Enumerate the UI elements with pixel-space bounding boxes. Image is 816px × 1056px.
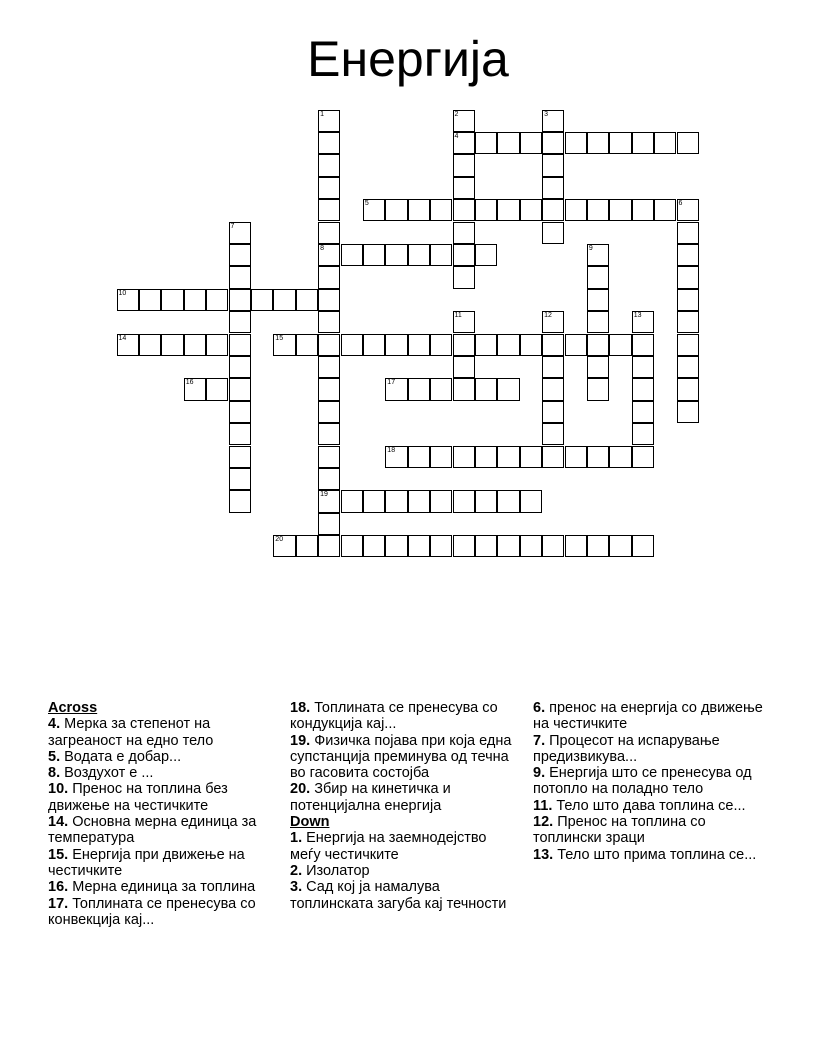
grid-cell[interactable] [341, 490, 363, 512]
grid-cell[interactable] [587, 334, 609, 356]
grid-cell[interactable] [453, 154, 475, 176]
grid-cell[interactable] [520, 334, 542, 356]
grid-cell[interactable] [318, 356, 340, 378]
grid-cell[interactable] [184, 378, 206, 400]
grid-cell[interactable] [453, 356, 475, 378]
grid-cell[interactable] [632, 132, 654, 154]
clue-across-14: 14. Основна мерна единица за температура [48, 814, 257, 847]
clue-number: 10 [118, 289, 127, 297]
grid-cell[interactable] [251, 289, 273, 311]
grid-cell[interactable] [273, 535, 295, 557]
grid-cell[interactable] [587, 244, 609, 266]
grid-cell[interactable] [318, 311, 340, 333]
clue-number: 20 [275, 536, 284, 544]
grid-cell[interactable] [117, 289, 139, 311]
grid-cell[interactable] [453, 222, 475, 244]
clue-number: 11 [454, 312, 462, 320]
grid-cell[interactable] [677, 356, 699, 378]
clue-across-17: 17. Топлината се пренесува со конвекција кај... [48, 895, 256, 928]
grid-cell[interactable] [184, 289, 206, 311]
grid-cell[interactable] [206, 378, 228, 400]
grid-cell[interactable] [565, 132, 587, 154]
grid-cell[interactable] [609, 535, 631, 557]
grid-cell[interactable] [632, 378, 654, 400]
grid-cell[interactable] [475, 244, 497, 266]
grid-cell[interactable] [542, 199, 564, 221]
grid-cell[interactable] [408, 535, 430, 557]
grid-cell[interactable] [677, 266, 699, 288]
grid-cell[interactable] [542, 311, 564, 333]
grid-cell[interactable] [453, 490, 475, 512]
clue-across-18: 18. Топлината се пренесува со кондукција кај... [290, 700, 498, 733]
grid-cell[interactable] [497, 378, 519, 400]
grid-cell[interactable] [318, 199, 340, 221]
grid-cell[interactable] [654, 132, 676, 154]
grid-cell[interactable] [609, 199, 631, 221]
grid-cell[interactable] [677, 311, 699, 333]
grid-cell[interactable] [161, 334, 183, 356]
grid-cell[interactable] [520, 446, 542, 468]
grid-cell[interactable] [453, 311, 475, 333]
clue-across-15: 15. Енергија при движење на честичките [48, 846, 245, 879]
grid-cell[interactable] [318, 490, 340, 512]
grid-cell[interactable] [632, 199, 654, 221]
grid-cell[interactable] [587, 446, 609, 468]
grid-cell[interactable] [542, 222, 564, 244]
grid-cell[interactable] [273, 289, 295, 311]
grid-cell[interactable] [587, 311, 609, 333]
grid-cell[interactable] [184, 334, 206, 356]
grid-cell[interactable] [408, 378, 430, 400]
grid-cell[interactable] [318, 110, 340, 132]
grid-cell[interactable] [318, 401, 340, 423]
grid-cell[interactable] [677, 401, 699, 423]
grid-cell[interactable] [408, 244, 430, 266]
clue-number: 6 [678, 200, 683, 208]
grid-cell[interactable] [542, 110, 564, 132]
grid-cell[interactable] [229, 468, 251, 490]
grid-cell[interactable] [632, 446, 654, 468]
grid-cell[interactable] [542, 378, 564, 400]
grid-cell[interactable] [453, 266, 475, 288]
grid-cell[interactable] [161, 289, 183, 311]
grid-cell[interactable] [475, 378, 497, 400]
grid-cell[interactable] [453, 132, 475, 154]
grid-cell[interactable] [341, 244, 363, 266]
grid-cell[interactable] [542, 177, 564, 199]
grid-cell[interactable] [318, 468, 340, 490]
grid-cell[interactable] [587, 289, 609, 311]
clue-number: 16 [185, 379, 194, 387]
grid-cell[interactable] [229, 423, 251, 445]
page-title: Енергија [307, 31, 509, 87]
grid-cell[interactable] [475, 535, 497, 557]
clue-number: 17 [387, 379, 396, 387]
grid-cell[interactable] [542, 423, 564, 445]
grid-cell[interactable] [229, 446, 251, 468]
down-header: Down [290, 814, 330, 831]
grid-cell[interactable] [385, 535, 407, 557]
clue-across-19: 19. Физичка појава при која една супстанција преминува од течна во гасовита состојба [290, 732, 512, 782]
grid-cell[interactable] [542, 154, 564, 176]
grid-cell[interactable] [341, 334, 363, 356]
clue-number: 7 [230, 222, 235, 230]
grid-cell[interactable] [453, 378, 475, 400]
clue-number: 9 [588, 244, 593, 252]
grid-cell[interactable] [296, 334, 318, 356]
clue-number: 1 [320, 110, 324, 118]
grid-cell[interactable] [385, 490, 407, 512]
grid-cell[interactable] [632, 356, 654, 378]
grid-cell[interactable] [520, 490, 542, 512]
grid-cell[interactable] [229, 289, 251, 311]
grid-cell[interactable] [385, 334, 407, 356]
grid-cell[interactable] [677, 244, 699, 266]
grid-cell[interactable] [453, 535, 475, 557]
grid-cell[interactable] [453, 177, 475, 199]
clue-number: 19 [320, 491, 328, 499]
grid-cell[interactable] [677, 378, 699, 400]
grid-cell[interactable] [677, 289, 699, 311]
grid-cell[interactable] [229, 490, 251, 512]
grid-cell[interactable] [430, 244, 452, 266]
grid-cell[interactable] [229, 244, 251, 266]
grid-cell[interactable] [229, 356, 251, 378]
grid-cell[interactable] [453, 244, 475, 266]
grid-cell[interactable] [408, 334, 430, 356]
clue-number: 3 [544, 110, 548, 118]
grid-cell[interactable] [408, 199, 430, 221]
grid-cell[interactable] [497, 446, 519, 468]
grid-cell[interactable] [229, 266, 251, 288]
grid-cell[interactable] [229, 222, 251, 244]
grid-cell[interactable] [453, 334, 475, 356]
grid-cell[interactable] [139, 289, 161, 311]
grid-cell[interactable] [296, 289, 318, 311]
clue-down-6: 6. пренос на енергија со движење на честичките [533, 700, 763, 733]
grid-cell[interactable] [542, 401, 564, 423]
grid-cell[interactable] [430, 490, 452, 512]
grid-cell[interactable] [363, 244, 385, 266]
grid-cell[interactable] [609, 334, 631, 356]
clue-number: 15 [275, 334, 284, 342]
grid-cell[interactable] [363, 334, 385, 356]
clue-number: 5 [364, 200, 369, 208]
grid-cell[interactable] [542, 334, 564, 356]
grid-cell[interactable] [430, 199, 452, 221]
grid-cell[interactable] [587, 199, 609, 221]
clue-across-20: 20. Збир на кинетичка и потенцијална енергија [290, 781, 451, 814]
grid-cell[interactable] [385, 446, 407, 468]
grid-cell[interactable] [318, 513, 340, 535]
grid-cell[interactable] [430, 334, 452, 356]
grid-cell[interactable] [632, 334, 654, 356]
grid-cell[interactable] [565, 535, 587, 557]
grid-cell[interactable] [408, 490, 430, 512]
clue-down-12: 12. Пренос на топлина со топлински зраци [533, 814, 706, 847]
clue-across-10: 10. Пренос на топлина без движење на честичките [48, 781, 228, 814]
clues-column-2 [290, 700, 518, 912]
clues-column-1 [48, 700, 273, 928]
grid-cell[interactable] [318, 535, 340, 557]
grid-cell[interactable] [273, 334, 295, 356]
grid-cell[interactable] [632, 535, 654, 557]
grid-cell[interactable] [296, 535, 318, 557]
grid-cell[interactable] [363, 199, 385, 221]
grid-cell[interactable] [229, 334, 251, 356]
grid-cell[interactable] [497, 334, 519, 356]
grid-cell[interactable] [318, 132, 340, 154]
grid-cell[interactable] [206, 334, 228, 356]
grid-cell[interactable] [318, 334, 340, 356]
clue-number: 14 [118, 334, 127, 342]
grid-cell[interactable] [587, 378, 609, 400]
grid-cell[interactable] [677, 199, 699, 221]
clue-down-2: 2. Изолатор [290, 862, 370, 879]
clue-across-16: 16. Мерна единица за топлина [48, 879, 256, 896]
grid-cell[interactable] [609, 132, 631, 154]
grid-cell[interactable] [453, 110, 475, 132]
grid-cell[interactable] [475, 446, 497, 468]
grid-cell[interactable] [587, 356, 609, 378]
grid-cell[interactable] [497, 132, 519, 154]
grid-cell[interactable] [632, 311, 654, 333]
grid-cell[interactable] [430, 378, 452, 400]
grid-cell[interactable] [318, 154, 340, 176]
clue-down-11: 11. Тело што дава топлина се... [533, 797, 746, 814]
clue-number: 13 [633, 312, 642, 320]
grid-cell[interactable] [542, 446, 564, 468]
grid-cell[interactable] [565, 446, 587, 468]
grid-cell[interactable] [475, 199, 497, 221]
clue-down-9: 9. Енергија што се пренесува од потопло на поладно тело [533, 765, 752, 798]
grid-cell[interactable] [565, 199, 587, 221]
clue-down-7: 7. Процесот на испарување предизвикува... [533, 732, 720, 765]
grid-cell[interactable] [677, 132, 699, 154]
grid-cell[interactable] [632, 423, 654, 445]
clue-across-4: 4. Мерка за степенот на загреаност на едно тело [48, 716, 214, 749]
grid-cell[interactable] [565, 334, 587, 356]
grid-cell[interactable] [654, 199, 676, 221]
clue-across-8: 8. Воздухот е ... [48, 765, 154, 782]
clue-number: 8 [320, 244, 324, 252]
grid-cell[interactable] [587, 266, 609, 288]
grid-cell[interactable] [542, 132, 564, 154]
grid-cell[interactable] [385, 378, 407, 400]
grid-cell[interactable] [229, 401, 251, 423]
grid-cell[interactable] [408, 446, 430, 468]
grid-cell[interactable] [318, 446, 340, 468]
grid-cell[interactable] [520, 132, 542, 154]
grid-cell[interactable] [318, 177, 340, 199]
grid-cell[interactable] [318, 222, 340, 244]
grid-cell[interactable] [475, 132, 497, 154]
grid-cell[interactable] [542, 535, 564, 557]
grid-cell[interactable] [385, 199, 407, 221]
grid-cell[interactable] [587, 535, 609, 557]
grid-cell[interactable] [139, 334, 161, 356]
grid-cell[interactable] [609, 446, 631, 468]
grid-cell[interactable] [430, 446, 452, 468]
grid-cell[interactable] [542, 356, 564, 378]
clue-number: 12 [544, 312, 552, 320]
grid-cell[interactable] [497, 199, 519, 221]
across-header: Across [48, 700, 98, 716]
grid-cell[interactable] [587, 132, 609, 154]
grid-cell[interactable] [475, 334, 497, 356]
grid-cell[interactable] [318, 244, 340, 266]
clue-down-3: 3. Сад кој ја намалува топлинската загуба кај течности [290, 879, 507, 912]
grid-cell[interactable] [453, 446, 475, 468]
grid-cell[interactable] [520, 199, 542, 221]
grid-cell[interactable] [229, 311, 251, 333]
grid-cell[interactable] [430, 535, 452, 557]
grid-cell[interactable] [318, 289, 340, 311]
grid-cell[interactable] [206, 289, 228, 311]
grid-cell[interactable] [363, 535, 385, 557]
grid-cell[interactable] [632, 401, 654, 423]
grid-cell[interactable] [497, 535, 519, 557]
grid-cell[interactable] [318, 378, 340, 400]
grid-cell[interactable] [677, 334, 699, 356]
grid-cell[interactable] [341, 535, 363, 557]
grid-cell[interactable] [117, 334, 139, 356]
grid-cell[interactable] [453, 199, 475, 221]
grid-cell[interactable] [677, 222, 699, 244]
grid-cell[interactable] [385, 244, 407, 266]
clue-number: 18 [387, 446, 396, 454]
clue-across-5: 5. Водата е добар... [48, 748, 182, 765]
clues-column-3 [533, 700, 763, 863]
clue-down-1: 1. Енергија на заемнодејство меѓу честичките [290, 830, 487, 863]
clue-down-13: 13. Тело што прима топлина се... [533, 846, 757, 863]
clue-number: 4 [454, 132, 459, 140]
grid-cell[interactable] [520, 535, 542, 557]
grid-cell[interactable] [475, 490, 497, 512]
grid-cell[interactable] [363, 490, 385, 512]
clue-number: 2 [454, 110, 459, 118]
grid-cell[interactable] [318, 266, 340, 288]
grid-cell[interactable] [497, 490, 519, 512]
grid-cell[interactable] [318, 423, 340, 445]
grid-cell[interactable] [229, 378, 251, 400]
